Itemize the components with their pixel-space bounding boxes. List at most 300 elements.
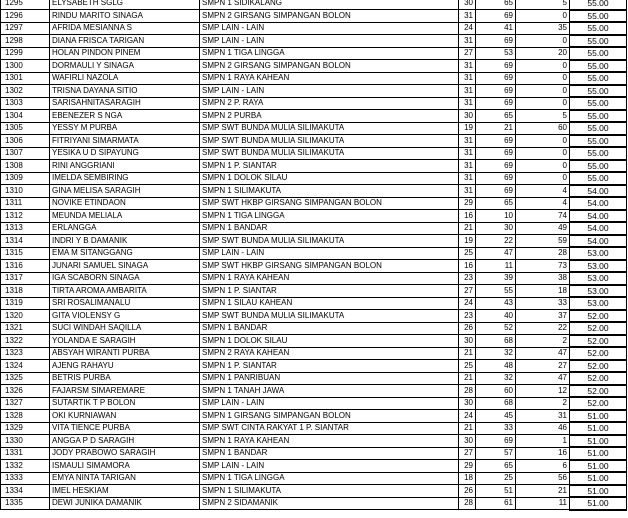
school-name-cell: SMP LAIN - LAIN [200,460,459,473]
score-a-cell: 30 [459,110,476,123]
table-row [1,247,627,260]
score-b-cell: 40 [476,310,516,323]
total-score-cell: 52.00 [570,310,627,323]
total-score-cell: 54.00 [570,210,627,223]
student-name-cell: RINI ANGGRIANI [50,160,200,173]
score-c-cell: 0 [516,35,570,48]
school-name-cell: SMPN 1 TIGA LINGGA [200,472,459,485]
score-a-cell: 28 [459,385,476,398]
student-name-cell: RINDU MARITO SINAGA [50,10,200,23]
score-a-cell: 26 [459,322,476,335]
table-row [1,185,627,198]
row-number-cell: 1320 [1,310,50,323]
score-a-cell: 21 [459,422,476,435]
total-score-cell: 55.00 [570,122,627,135]
table-row [1,197,627,210]
score-b-cell: 69 [476,160,516,173]
table-row [1,347,627,360]
school-name-cell: SMPN 1 TIGA LINGGA [200,210,459,223]
table-row [1,0,627,10]
score-b-cell: 68 [476,335,516,348]
score-b-cell: 32 [476,372,516,385]
student-name-cell: SARISAHNITASARAGIH [50,97,200,110]
score-c-cell: 0 [516,97,570,110]
score-b-cell: 65 [476,460,516,473]
total-score-cell: 52.00 [570,397,627,410]
school-name-cell: SMPN 1 BANDAR [200,447,459,460]
school-name-cell: SMP LAIN - LAIN [200,397,459,410]
total-score-cell: 54.00 [570,185,627,198]
row-number-cell: 1319 [1,297,50,310]
student-name-cell: EMYA NINTA TARIGAN [50,472,200,485]
school-name-cell: SMP SWT BUNDA MULIA SILIMAKUTA [200,122,459,135]
row-number-cell: 1313 [1,222,50,235]
school-name-cell: SMPN 1 SILIMAKUTA [200,485,459,498]
score-c-cell: 56 [516,472,570,485]
total-score-cell: 51.00 [570,447,627,460]
school-name-cell: SMP LAIN - LAIN [200,85,459,98]
row-number-cell: 1299 [1,47,50,60]
score-b-cell: 60 [476,385,516,398]
school-name-cell: SMP SWT CINTA RAKYAT 1 P. SIANTAR [200,422,459,435]
score-c-cell: 37 [516,310,570,323]
student-name-cell: ISMAULI SIMAMORA [50,460,200,473]
score-b-cell: 41 [476,22,516,35]
score-a-cell: 24 [459,22,476,35]
score-b-cell: 69 [476,172,516,185]
row-number-cell: 1304 [1,110,50,123]
score-c-cell: 1 [516,435,570,448]
row-number-cell: 1329 [1,422,50,435]
student-name-cell: YOLANDA E SARAGIH [50,335,200,348]
score-c-cell: 27 [516,360,570,373]
school-name-cell: SMPN 2 GIRSANG SIMPANGAN BOLON [200,60,459,73]
student-name-cell: OKI KURNIAWAN [50,410,200,423]
table-row [1,260,627,273]
school-name-cell: SMPN 2 SIDAMANIK [200,497,459,510]
table-row [1,72,627,85]
score-a-cell: 16 [459,260,476,273]
total-score-cell: 52.00 [570,322,627,335]
school-name-cell: SMP LAIN - LAIN [200,35,459,48]
score-a-cell: 28 [459,497,476,510]
table-row [1,485,627,498]
student-name-cell: FAJARSM SIMAREMARE [50,385,200,398]
score-c-cell: 12 [516,385,570,398]
score-c-cell: 18 [516,285,570,298]
score-b-cell: 22 [476,235,516,248]
total-score-cell: 51.00 [570,410,627,423]
total-score-cell: 52.00 [570,360,627,373]
row-number-cell: 1311 [1,197,50,210]
score-c-cell: 47 [516,347,570,360]
score-b-cell: 69 [476,35,516,48]
total-score-cell: 55.00 [570,135,627,148]
school-name-cell: SMPN 1 BANDAR [200,222,459,235]
score-a-cell: 30 [459,335,476,348]
school-name-cell: SMPN 1 DOLOK SILAU [200,172,459,185]
score-b-cell: 65 [476,110,516,123]
table-row [1,272,627,285]
score-b-cell: 57 [476,447,516,460]
score-a-cell: 31 [459,185,476,198]
row-number-cell: 1318 [1,285,50,298]
school-name-cell: SMPN 1 TIGA LINGGA [200,47,459,60]
row-number-cell: 1308 [1,160,50,173]
student-name-cell: ANGGA P D SARAGIH [50,435,200,448]
score-a-cell: 27 [459,285,476,298]
score-a-cell: 31 [459,72,476,85]
row-number-cell: 1314 [1,235,50,248]
school-name-cell: SMPN 1 P. SIANTAR [200,160,459,173]
row-number-cell: 1303 [1,97,50,110]
total-score-cell: 55.00 [570,110,627,123]
score-b-cell: 51 [476,485,516,498]
school-name-cell: SMPN 1 SILIMAKUTA [200,185,459,198]
score-a-cell: 27 [459,447,476,460]
student-name-cell: WAFIRLI NAZOLA [50,72,200,85]
student-name-cell: AFRIDA MESIANNA S [50,22,200,35]
score-c-cell: 46 [516,422,570,435]
score-b-cell: 39 [476,272,516,285]
student-name-cell: HOLAN PINDON PINEM [50,47,200,60]
score-b-cell: 69 [476,85,516,98]
student-name-cell: TIRTA AROMA AMBARITA [50,285,200,298]
score-c-cell: 4 [516,185,570,198]
school-name-cell: SMP SWT BUNDA MULIA SILIMAKUTA [200,310,459,323]
table-row [1,335,627,348]
score-b-cell: 68 [476,397,516,410]
total-score-cell: 53.00 [570,297,627,310]
table-row [1,47,627,60]
score-a-cell: 19 [459,122,476,135]
table-row [1,85,627,98]
score-a-cell: 25 [459,247,476,260]
student-name-cell: DORMAULI Y SINAGA [50,60,200,73]
total-score-cell: 51.00 [570,497,627,510]
score-b-cell: 45 [476,410,516,423]
table-row [1,160,627,173]
score-a-cell: 21 [459,347,476,360]
score-b-cell: 61 [476,497,516,510]
score-c-cell: 28 [516,247,570,260]
total-score-cell: 53.00 [570,247,627,260]
table-row [1,447,627,460]
total-score-cell: 55.00 [570,22,627,35]
school-name-cell: SMPN 2 GIRSANG SIMPANGAN BOLON [200,10,459,23]
table-row [1,397,627,410]
score-a-cell: 24 [459,297,476,310]
school-name-cell: SMPN 1 RAYA KAHEAN [200,435,459,448]
score-a-cell: 16 [459,210,476,223]
score-a-cell: 23 [459,310,476,323]
score-b-cell: 11 [476,260,516,273]
score-a-cell: 31 [459,10,476,23]
total-score-cell: 55.00 [570,47,627,60]
table-row [1,297,627,310]
score-a-cell: 29 [459,197,476,210]
score-b-cell: 69 [476,147,516,160]
row-number-cell: 1332 [1,460,50,473]
score-b-cell: 10 [476,210,516,223]
school-name-cell: SMP SWT BUNDA MULIA SILIMAKUTA [200,147,459,160]
student-name-cell: AJENG RAHAYU [50,360,200,373]
row-number-cell: 1301 [1,72,50,85]
total-score-cell: 51.00 [570,485,627,498]
row-number-cell: 1331 [1,447,50,460]
school-name-cell: SMP LAIN - LAIN [200,247,459,260]
row-number-cell: 1327 [1,397,50,410]
row-number-cell: 1321 [1,322,50,335]
score-a-cell: 18 [459,472,476,485]
score-b-cell: 55 [476,285,516,298]
score-a-cell: 31 [459,147,476,160]
school-name-cell: SMPN 1 DOLOK SILAU [200,335,459,348]
table-row [1,422,627,435]
school-name-cell: SMPN 1 SIDIKALANG [200,0,459,10]
school-name-cell: SMPN 2 PURBA [200,110,459,123]
school-name-cell: SMPN 2 P. RAYA [200,97,459,110]
total-score-cell: 51.00 [570,472,627,485]
score-c-cell: 0 [516,60,570,73]
score-c-cell: 0 [516,147,570,160]
score-b-cell: 53 [476,47,516,60]
score-c-cell: 60 [516,122,570,135]
table-row [1,35,627,48]
table-row [1,410,627,423]
total-score-cell: 55.00 [570,10,627,23]
total-score-cell: 51.00 [570,435,627,448]
table-row [1,60,627,73]
row-number-cell: 1326 [1,385,50,398]
student-name-cell: TRISNA DAYANA SITIO [50,85,200,98]
row-number-cell: 1300 [1,60,50,73]
score-c-cell: 20 [516,47,570,60]
score-c-cell: 0 [516,10,570,23]
student-name-cell: EMA M SITANGGANG [50,247,200,260]
score-c-cell: 33 [516,297,570,310]
score-c-cell: 21 [516,485,570,498]
table-row [1,210,627,223]
score-b-cell: 69 [476,135,516,148]
student-name-cell: JODY PRABOWO SARAGIH [50,447,200,460]
total-score-cell: 53.00 [570,272,627,285]
total-score-cell: 52.00 [570,335,627,348]
school-name-cell: SMPN 2 RAYA KAHEAN [200,347,459,360]
row-number-cell: 1302 [1,85,50,98]
table-row [1,285,627,298]
score-a-cell: 31 [459,135,476,148]
school-name-cell: SMPN 1 P. SIANTAR [200,360,459,373]
score-c-cell: 11 [516,497,570,510]
score-b-cell: 47 [476,247,516,260]
table-row [1,372,627,385]
score-c-cell: 74 [516,210,570,223]
score-a-cell: 26 [459,485,476,498]
score-b-cell: 32 [476,347,516,360]
row-number-cell: 1307 [1,147,50,160]
score-c-cell: 49 [516,222,570,235]
score-c-cell: 6 [516,460,570,473]
total-score-cell: 55.00 [570,85,627,98]
table-row [1,97,627,110]
score-b-cell: 69 [476,72,516,85]
table-body [1,0,627,510]
score-a-cell: 30 [459,0,476,10]
score-a-cell: 31 [459,60,476,73]
score-c-cell: 38 [516,272,570,285]
row-number-cell: 1315 [1,247,50,260]
school-name-cell: SMP SWT BUNDA MULIA SILIMAKUTA [200,135,459,148]
table-row [1,360,627,373]
score-a-cell: 19 [459,235,476,248]
score-a-cell: 31 [459,35,476,48]
total-score-cell: 55.00 [570,147,627,160]
student-name-cell: ABSYAH WIRANTI PURBA [50,347,200,360]
table-row [1,310,627,323]
score-a-cell: 24 [459,410,476,423]
table-row [1,460,627,473]
total-score-cell: 55.00 [570,172,627,185]
table-row [1,135,627,148]
school-name-cell: SMP SWT HKBP GIRSANG SIMPANGAN BOLON [200,197,459,210]
score-b-cell: 43 [476,297,516,310]
total-score-cell: 55.00 [570,35,627,48]
total-score-cell: 53.00 [570,260,627,273]
table-row [1,235,627,248]
score-a-cell: 31 [459,97,476,110]
student-name-cell: GITA VIOLENSY G [50,310,200,323]
score-b-cell: 69 [476,60,516,73]
row-number-cell: 1333 [1,472,50,485]
total-score-cell: 52.00 [570,372,627,385]
total-score-cell: 55.00 [570,0,627,10]
school-name-cell: SMPN 1 TANAH JAWA [200,385,459,398]
student-name-cell: BETRIS PURBA [50,372,200,385]
score-c-cell: 35 [516,22,570,35]
student-name-cell: DIANA FRISCA TARIGAN [50,35,200,48]
score-b-cell: 69 [476,97,516,110]
row-number-cell: 1298 [1,35,50,48]
table-row [1,110,627,123]
score-c-cell: 5 [516,0,570,10]
table-row [1,385,627,398]
student-name-cell: IMEL HESKIAM [50,485,200,498]
student-name-cell: ERLANGGA [50,222,200,235]
student-name-cell: IMELDA SEMBIRING [50,172,200,185]
score-c-cell: 22 [516,322,570,335]
student-name-cell: SUTARTIK T P BOLON [50,397,200,410]
student-name-cell: ELYSABETH SGLG [50,0,200,10]
student-name-cell: FITRIYANI SIMARMATA [50,135,200,148]
total-score-cell: 52.00 [570,385,627,398]
total-score-cell: 54.00 [570,222,627,235]
student-name-cell: YESSY M PURBA [50,122,200,135]
school-name-cell: SMPN 1 P. SIANTAR [200,285,459,298]
total-score-cell: 53.00 [570,285,627,298]
score-c-cell: 5 [516,110,570,123]
score-c-cell: 0 [516,85,570,98]
row-number-cell: 1317 [1,272,50,285]
score-c-cell: 73 [516,260,570,273]
score-c-cell: 31 [516,410,570,423]
score-b-cell: 69 [476,185,516,198]
total-score-cell: 51.00 [570,460,627,473]
row-number-cell: 1316 [1,260,50,273]
student-name-cell: JUNARI SAMUEL SINAGA [50,260,200,273]
score-c-cell: 0 [516,160,570,173]
score-b-cell: 52 [476,322,516,335]
score-b-cell: 25 [476,472,516,485]
student-name-cell: DEWI JUNIKA DAMANIK [50,497,200,510]
school-name-cell: SMP SWT BUNDA MULIA SILIMAKUTA [200,235,459,248]
student-name-cell: MEUNDA MELIALA [50,210,200,223]
table-row [1,222,627,235]
school-name-cell: SMP LAIN - LAIN [200,22,459,35]
school-name-cell: SMPN 1 GIRSANG SIMPANGAN BOLON [200,410,459,423]
score-a-cell: 30 [459,397,476,410]
score-c-cell: 2 [516,335,570,348]
student-name-cell: NOVIKE ETINDAON [50,197,200,210]
score-c-cell: 0 [516,172,570,185]
score-c-cell: 2 [516,397,570,410]
student-name-cell: YESIKA U D SIPAYUNG [50,147,200,160]
score-a-cell: 31 [459,160,476,173]
school-name-cell: SMPN 1 RAYA KAHEAN [200,72,459,85]
score-b-cell: 69 [476,10,516,23]
total-score-cell: 55.00 [570,97,627,110]
table-row [1,10,627,23]
score-c-cell: 0 [516,135,570,148]
table-row [1,22,627,35]
student-name-cell: INDRI Y B DAMANIK [50,235,200,248]
score-a-cell: 21 [459,372,476,385]
total-score-cell: 55.00 [570,72,627,85]
row-number-cell: 1297 [1,22,50,35]
score-b-cell: 48 [476,360,516,373]
row-number-cell: 1325 [1,372,50,385]
table-row [1,497,627,510]
table-row [1,322,627,335]
row-number-cell: 1309 [1,172,50,185]
score-a-cell: 27 [459,47,476,60]
school-name-cell: SMP SWT HKBP GIRSANG SIMPANGAN BOLON [200,260,459,273]
score-b-cell: 65 [476,197,516,210]
score-a-cell: 31 [459,85,476,98]
score-c-cell: 59 [516,235,570,248]
table-row [1,472,627,485]
student-name-cell: SUCI WINDAH SAQILLA [50,322,200,335]
score-c-cell: 4 [516,197,570,210]
score-c-cell: 47 [516,372,570,385]
student-name-cell: GINA MELISA SARAGIH [50,185,200,198]
score-b-cell: 65 [476,0,516,10]
score-a-cell: 21 [459,222,476,235]
table-row [1,435,627,448]
total-score-cell: 51.00 [570,422,627,435]
row-number-cell: 1322 [1,335,50,348]
school-name-cell: SMPN 1 PANRIBUAN [200,372,459,385]
score-a-cell: 25 [459,360,476,373]
score-b-cell: 69 [476,435,516,448]
score-a-cell: 29 [459,460,476,473]
school-name-cell: SMPN 1 SILAU KAHEAN [200,297,459,310]
student-name-cell: SRI ROSALIMANALU [50,297,200,310]
total-score-cell: 55.00 [570,60,627,73]
row-number-cell: 1310 [1,185,50,198]
score-b-cell: 21 [476,122,516,135]
total-score-cell: 54.00 [570,197,627,210]
